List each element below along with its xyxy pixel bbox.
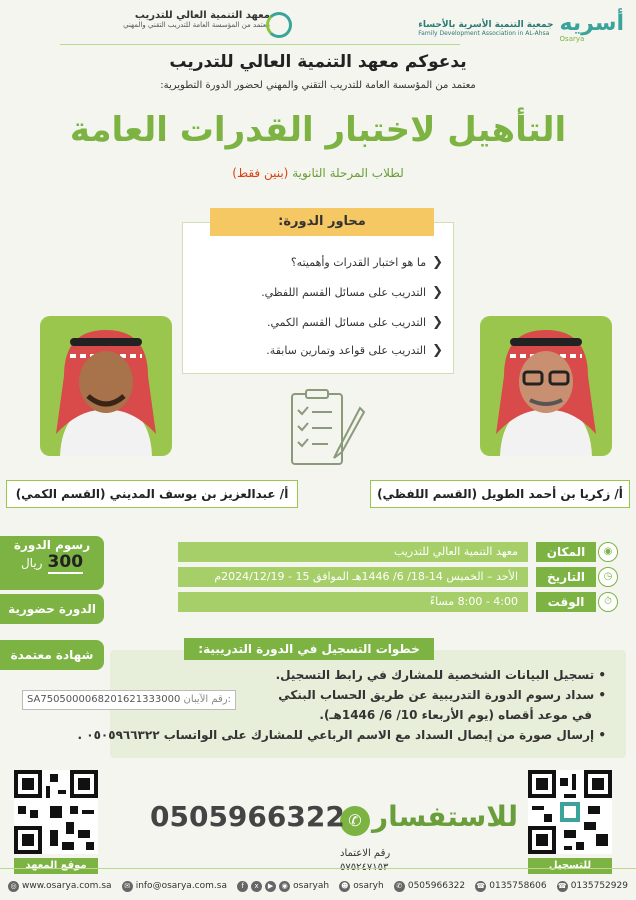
association-name-en: Family Development Association in AL-Ahsa — [418, 29, 550, 37]
qr-code-icon — [14, 770, 98, 854]
institute-block — [90, 10, 270, 46]
qr-left-caption: موقع المعهد — [14, 858, 98, 874]
facebook-icon: f — [237, 881, 248, 892]
step-text: في موعد أقصاه (يوم الأربعاء 10/ 6/ 1446هـ). — [319, 708, 592, 722]
whatsapp-icon: ✆ — [394, 881, 405, 892]
step-text: تسجيل البيانات الشخصية للمشارك في رابط التسجيل. — [275, 668, 595, 682]
invite-line: يدعوكم معهد التنمية العالي للتدريب — [169, 52, 467, 72]
topic-text: التدريب على مسائل القسم الكمي. — [266, 316, 427, 329]
chevron-left-icon: ❮ — [432, 285, 443, 300]
phone2-text: 0135752929 — [570, 881, 628, 891]
subtitle-text: لطلاب المرحلة الثانوية — [292, 166, 404, 180]
step-text: إرسال صورة من إيصال السداد مع الاسم الرباعي للمشارك على الواتساب ٠٥٠٥٩٦٦٣٢٢ . — [77, 728, 595, 742]
footer-website[interactable] — [8, 881, 112, 892]
footer-email[interactable] — [122, 881, 227, 892]
x-icon: x — [251, 881, 262, 892]
iban-value: SA7505000068201621333000 — [26, 694, 181, 705]
topic-item — [193, 255, 443, 270]
certificate-badge: شهادة معتمدة — [0, 640, 104, 670]
accreditation-number: ٥٧٥٢٤٧١٥٣ — [340, 862, 389, 873]
time-value: 4:00 - 8:00 مساءً — [178, 592, 528, 612]
institute-logo-icon — [266, 12, 292, 38]
registration-step: • إرسال صورة من إيصال السداد مع الاسم الرباعي للمشارك على الواتساب ٠٥٠٥٩٦٦٣٢٢ . — [77, 728, 606, 742]
whatsapp-icon[interactable]: ✆ — [340, 806, 370, 836]
location-icon: ◉ — [598, 542, 618, 562]
registration-step — [319, 708, 592, 722]
osarya-logo-sub: Osarya — [559, 35, 585, 43]
qr-code-icon — [528, 770, 612, 854]
chevron-left-icon: ❮ — [432, 315, 443, 330]
time-label: الوقت — [536, 592, 596, 612]
topics-box — [182, 222, 454, 374]
footer — [0, 876, 636, 896]
subtitle-note: (بنين فقط) — [232, 166, 289, 180]
topic-item — [193, 343, 443, 358]
stopwatch-icon: ⏱ — [598, 592, 618, 612]
footer-phone1[interactable] — [475, 881, 546, 892]
registration-heading: خطوات التسجيل في الدورة التدريبية: — [184, 638, 434, 660]
association-logo — [354, 10, 624, 46]
chevron-left-icon: ❮ — [432, 255, 443, 270]
registration-step: • تسجيل البيانات الشخصية للمشارك في رابط التسجيل. — [275, 668, 606, 682]
qr-right-caption: للتسجيل — [528, 858, 612, 874]
topic-item — [193, 285, 443, 300]
institute-name: معهد التنمية العالي للتدريب — [134, 10, 270, 21]
qr-institute[interactable] — [14, 770, 98, 874]
header-divider — [60, 44, 460, 45]
fee-box — [0, 536, 104, 590]
course-subtitle — [0, 166, 636, 180]
association-name-ar: جمعية التنمية الأسرية بالأحساء — [418, 19, 554, 30]
osarya-logo: أسريه — [559, 11, 624, 36]
footer-social-right[interactable] — [339, 881, 383, 892]
iban-field — [22, 690, 236, 710]
email-icon: ✉ — [122, 881, 133, 892]
snapchat-icon: ☻ — [341, 881, 349, 890]
topic-item — [193, 315, 443, 330]
speaker-avatar-icon — [480, 316, 612, 456]
chevron-left-icon: ❮ — [432, 343, 443, 358]
speaker-name-left: أ/ عبدالعزيز بن يوسف المديني (القسم الكمي) — [6, 480, 298, 508]
footer-social-left[interactable] — [237, 881, 329, 892]
topic-text: ما هو اختبار القدرات وأهميته؟ — [290, 256, 427, 269]
institute-sub: معتمد من المؤسسة العامة للتدريب التقني والمهني — [123, 21, 270, 29]
inquiry-phone[interactable]: 0505966322 — [150, 800, 345, 833]
instagram-icon: ◉ — [279, 881, 290, 892]
topic-text: التدريب على مسائل القسم اللفظي. — [261, 286, 427, 299]
phone1-text: 0135758606 — [489, 881, 547, 891]
step-text: سداد رسوم الدورة التدريبية عن طريق الحساب البنكي — [278, 688, 595, 702]
phone-icon: ☎ — [557, 881, 567, 890]
speaker-photo-right — [480, 316, 612, 456]
inquiry-label: للاستفسار — [372, 800, 519, 833]
checklist-icon — [288, 388, 366, 468]
topic-text: التدريب على قواعد وتمارين سابقة. — [266, 344, 427, 357]
fee-currency: ريال — [20, 556, 43, 570]
speaker-photo-left — [40, 316, 172, 456]
speaker-avatar-icon — [40, 316, 172, 456]
whatsapp-text: 0505966322 — [407, 881, 466, 891]
footer-divider — [0, 868, 636, 869]
date-value: الأحد – الخميس 14-18/ 6/ 1446هـ الموافق 15 - 2024/12/19م — [178, 567, 528, 587]
date-label: التاريخ — [536, 567, 596, 587]
iban-label: رقم الآيبان: — [183, 694, 232, 705]
speaker-name-right: أ/ زكريا بن أحمد الطويل (القسم اللفظي) — [370, 480, 630, 508]
social-handle-right: osaryh — [353, 881, 384, 891]
clock-icon: ◷ — [598, 567, 618, 587]
registration-step: • سداد رسوم الدورة التدريبية عن طريق الحساب البنكي — [278, 688, 606, 702]
topics-heading: محاور الدورة: — [210, 208, 434, 236]
social-handle-left: osaryah — [293, 881, 330, 891]
place-label: المكان — [536, 542, 596, 562]
footer-phone2[interactable] — [557, 881, 628, 892]
qr-register[interactable] — [528, 770, 612, 874]
website-text: www.osarya.com.sa — [22, 881, 112, 891]
footer-whatsapp[interactable] — [394, 881, 465, 892]
attendance-badge: الدورة حضورية — [0, 594, 104, 624]
globe-icon: ◎ — [8, 881, 19, 892]
phone-icon: ☎ — [476, 881, 486, 890]
accreditation-label: رقم الاعتماد — [340, 848, 391, 859]
place-value: معهد التنمية العالي للتدريب — [178, 542, 528, 562]
fee-label: رسوم الدورة — [13, 538, 91, 552]
email-text: info@osarya.com.sa — [135, 881, 227, 891]
youtube-icon: ▶ — [265, 881, 276, 892]
course-title: التأهيل لاختبار القدرات العامة — [69, 110, 567, 150]
accreditation-line: معتمد من المؤسسة العامة للتدريب التقني والمهني لحضور الدورة التطويرية: — [160, 80, 476, 91]
fee-amount: 300 — [47, 552, 84, 572]
